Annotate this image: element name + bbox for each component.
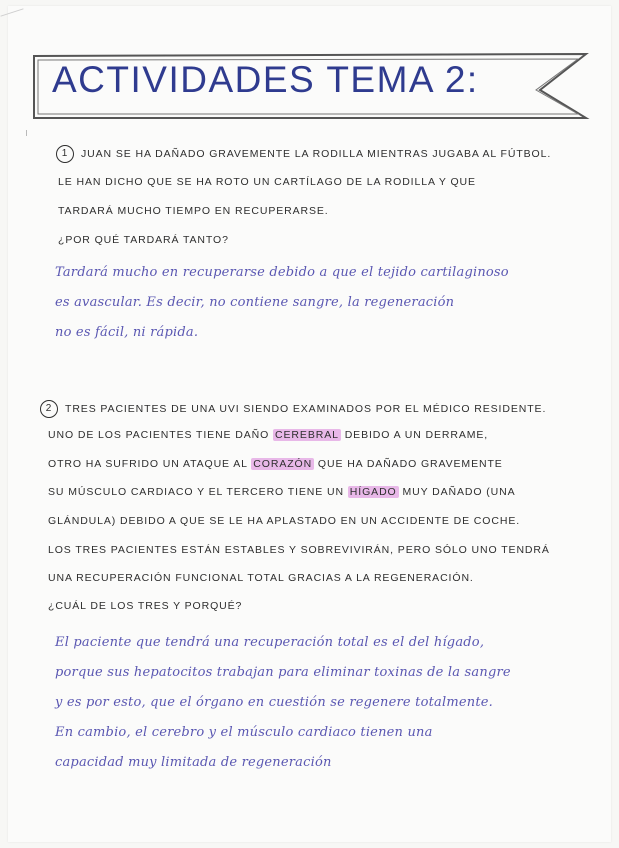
highlight-higado: HÍGADO [349,486,397,498]
a2-line-1: El paciente que tendrá una recuperación total es el del hígado, [55,635,485,650]
a1-line-3: no es fácil, ni rápida. [55,325,199,340]
q1-line-3: TARDARÁ MUCHO TIEMPO EN RECUPERARSE. [58,205,329,217]
q2-text-1: TRES PACIENTES DE UNA UVI SIENDO EXAMINADOS POR EL MÉDICO RESIDENTE. [65,402,547,415]
q1-line-1 [56,145,551,163]
highlight-cerebral: CEREBRAL [275,429,339,441]
notebook-page [8,6,611,842]
q2-number-badge: 2 [40,400,58,418]
q2-text-2b: DEBIDO A UN DERRAME, [344,429,489,441]
a1-line-2: es avascular. Es decir, no contiene sangre, la regeneración [55,295,455,310]
a2-line-5: capacidad muy limitada de regeneración [55,755,332,770]
q2-line-4 [48,487,516,498]
margin-tick [26,130,27,136]
q2-line-8: ¿CUÁL DE LOS TRES Y PORQUÉ? [48,600,243,612]
a2-line-2: porque sus hepatocitos trabajan para eliminar toxinas de la sangre [55,665,511,680]
a2-line-3: y es por esto, que el órgano en cuestión se regenere totalmente. [55,695,493,710]
title-banner [30,50,590,120]
q1-text-1: JUAN SE HA DAÑADO GRAVEMENTE LA RODILLA MIENTRAS JUGABA AL FÚTBOL. [81,147,552,160]
q2-line-2 [48,430,488,441]
q2-line-6: LOS TRES PACIENTES ESTÁN ESTABLES Y SOBREVIVIRÁN, PERO SÓLO UNO TENDRÁ [48,544,550,556]
q1-line-4: ¿POR QUÉ TARDARÁ TANTO? [58,234,229,246]
a2-line-4: En cambio, el cerebro y el músculo cardiaco tienen una [55,725,433,740]
q1-number-badge: 1 [56,145,74,163]
q2-line-7: UNA RECUPERACIÓN FUNCIONAL TOTAL GRACIAS A LA REGENERACIÓN. [48,572,474,584]
q2-text-4b: MUY DAÑADO (UNA [402,486,516,498]
highlight-corazon: CORAZÓN [253,458,313,470]
q2-line-1 [40,400,546,418]
page-title: ACTIVIDADES TEMA 2: [52,59,479,100]
q2-text-4a: SU MÚSCULO CARDIACO Y EL TERCERO TIENE UN [48,486,344,498]
a1-line-1: Tardará mucho en recuperarse debido a que el tejido cartilaginoso [55,265,509,280]
q2-line-3 [48,459,503,470]
q2-line-5: GLÁNDULA) DEBIDO A QUE SE LE HA APLASTADO EN UN ACCIDENTE DE COCHE. [48,515,521,527]
q2-text-3a: OTRO HA SUFRIDO UN ATAQUE AL [48,458,248,470]
q1-line-2: LE HAN DICHO QUE SE HA ROTO UN CARTÍLAGO DE LA RODILLA Y QUE [58,176,476,188]
q2-text-3b: QUE HA DAÑADO GRAVEMENTE [317,458,503,470]
q2-text-2a: UNO DE LOS PACIENTES TIENE DAÑO [48,429,270,441]
